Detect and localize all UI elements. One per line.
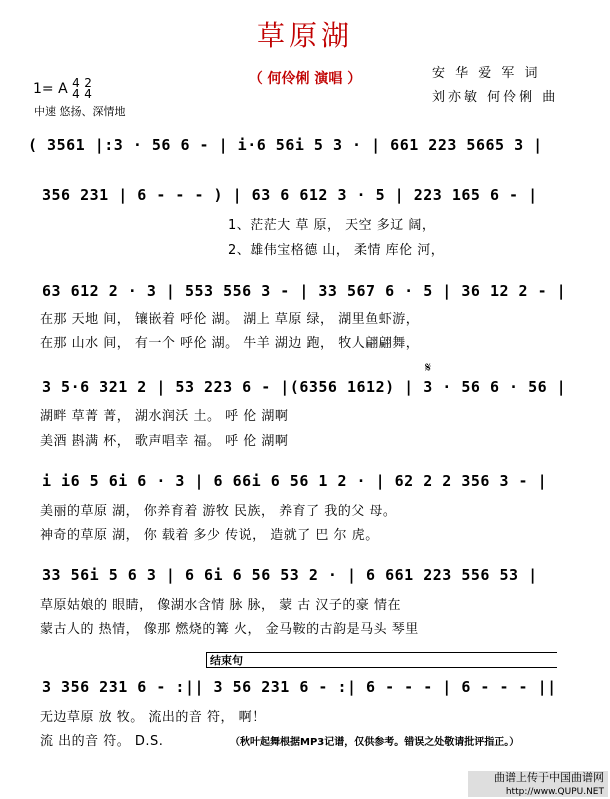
staff-line-2: 356 231 | 6 - - - ) | 63 6 612 3 · 5 | 223 165 6 - | [42,186,538,204]
lyric-line-4a: 湖畔 草菁 菁， 湖水润沃 土。 呼 伦 湖啊 [40,409,289,424]
key-signature [33,78,92,100]
lyric-line-7b: 流 出的音 符。 D.S. [40,734,164,749]
meter-four-four: 4 4 [72,76,80,101]
lyric-line-4b: 美酒 斟满 杯， 歌声唱幸 福。 呼 伦 湖啊 [40,434,289,449]
meter-two-four: 2 4 [84,76,92,101]
lyric-line-2b: 2、雄伟宝格德 山， 柔情 库伦 河， [228,243,445,258]
ending-label: 结束句 [210,654,243,667]
lyric-line-5a: 美丽的草原 湖， 你养育着 游牧 民族， 养育了 我的父 母。 [40,504,397,519]
staff-line-5: i i6 5 6i 6 · 3 | 6 66i 6 56 1 2 · | 62 2 2 356 3 - | [42,472,548,490]
staff-line-6: 33 56i 5 6 3 | 6 6i 6 56 53 2 · | 6 661 223 556 53 | [42,566,538,584]
song-title: 草原湖 [256,19,353,52]
lyric-line-3b: 在那 山水 间， 有一个 呼伦 湖。 牛羊 湖边 跑， 牧人翩翩舞， [40,336,420,351]
transcription-note: （秋叶起舞根据MP3记谱，仅供参考。错误之处敬请批评指正。） [230,737,520,748]
lyric-line-6a: 草原姑娘的 眼睛， 像湖水含情 脉 脉， 蒙 古 汉子的豪 情在 [40,598,402,613]
lyric-line-6b: 蒙古人的 热情， 像那 燃烧的篝 火， 金马鞍的古韵是马头 琴里 [40,622,419,637]
lyric-line-5b: 神奇的草原 湖， 你 载着 多少 传说， 造就了 巴 尔 虎。 [40,528,379,543]
lyricist-credit: 安 华 爱 军 词 [432,66,541,81]
lyric-line-7a: 无边草原 放 牧。 流出的音 符， 啊！ [40,710,266,725]
staff-line-4: 3 5·6 321 2 | 53 223 6 - |(6356 1612) | 3 · 56 6 · 56 | [42,378,567,396]
watermark-line-2: http://www.QUPU.NET [505,787,604,797]
performer-subtitle: （ 何伶俐 演唱 ） [248,71,362,87]
lyric-line-3a: 在那 天地 间， 镶嵌着 呼伦 湖。 湖上 草原 绿， 湖里鱼虾游， [40,312,420,327]
staff-line-1: ( 3561 |:3 · 56 6 - | i·6 56i 5 3 · | 661 223 5665 3 | [28,136,543,154]
ending-bracket [206,652,557,668]
segno-icon: 𝄋 [425,360,432,376]
watermark-line-1: 曲谱上传于中国曲谱网 [494,771,604,784]
key-text: 1= A [33,81,68,97]
staff-line-3: 63 612 2 · 3 | 553 556 3 - | 33 567 6 · 5 | 36 12 2 - | [42,282,567,300]
staff-line-7: 3 356 231 6 - :|| 3 56 231 6 - :| 6 - - - | 6 - - - || [42,678,557,696]
lyric-line-2a: 1、茫茫大 草 原， 天空 多辽 阔， [228,218,436,233]
composer-credit: 刘亦敏 何伶俐 曲 [432,90,559,105]
tempo-marking: 中速 悠扬、深情地 [34,105,126,118]
